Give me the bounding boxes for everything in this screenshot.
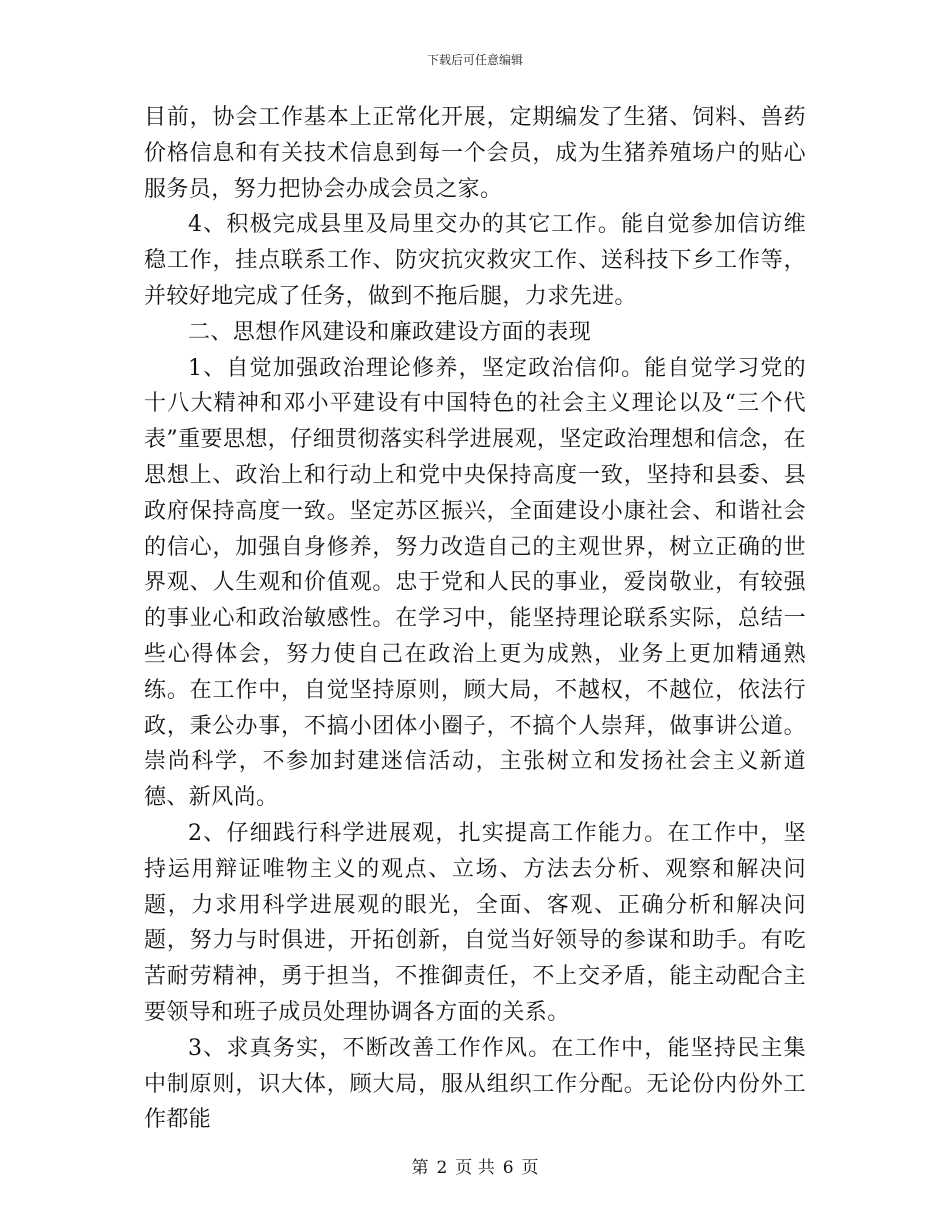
paragraph-item-1: 1、自觉加强政治理论修养，坚定政治信仰。能自觉学习党的十八大精神和邓小平建设有中国特色的社会主义理论以及“三个代表”重要思想，仔细贯彻落实科学进展观，坚定政治理想和信念，在思想上、政治上和行动上和党中央保持高度一致，坚持和县委、县政府保持高度一致。坚定苏区振兴，全面建设小康社会、和谐社会的信心，加强自身修养，努力改造自己的主观世界，树立正确的世界观、人生观和价值观。忠于党和人民的事业，爱岗敬业，有较强的事业心和政治敏感性。在学习中，能坚持理论联系实际，总结一些心得体会，努力使自己在政治上更为成熟，业务上更加精通熟练。在工作中，自觉坚持原则，顾大局，不越权，不越位，依法行政，秉公办事，不搞小团体小圈子，不搞个人崇拜，做事讲公道。崇尚科学，不参加封建迷信活动，主张树立和发扬社会主义新道德、新风尚。 [144,355,806,811]
paragraph-item-4: 4、积极完成县里及局里交办的其它工作。能自觉参加信访维稳工作，挂点联系工作、防灾抗灾救灾工作、送科技下乡工作等，并较好地完成了任务，做到不拖后腿，力求先进。 [144,212,806,309]
total-pages-number: 6 [502,1158,514,1178]
current-page-number: 2 [436,1158,448,1178]
page-header: 下载后可任意编辑 [426,53,523,67]
footer-suffix: 页 [521,1158,539,1178]
paragraph-item-3: 3、求真务实，不断改善工作作风。在工作中，能坚持民主集中制原则，识大体，顾大局，服从组织工作分配。无论份内份外工作都能 [144,1035,806,1133]
footer-middle: 页 共 [455,1158,495,1178]
paragraph-continuation: 目前，协会工作基本上正常化开展，定期编发了生猪、饲料、兽药价格信息和有关技术信息到每一个会员，成为生猪养殖场户的贴心服务员，努力把协会办成会员之家。 [144,105,806,202]
page-footer [0,1157,950,1179]
document-body [144,100,806,1138]
paragraph-item-2: 2、仔细践行科学进展观，扎实提高工作能力。在工作中，坚持运用辩证唯物主义的观点、立场、方法去分析、观察和解决问题，力求用科学进展观的眼光，全面、客观、正确分析和解决问题，努力与时俱进，开拓创新，自觉当好领导的参谋和助手。有吃苦耐劳精神，勇于担当，不推御责任，不上交矛盾，能主动配合主要领导和班子成员处理协调各方面的关系。 [144,820,806,1025]
footer-prefix: 第 [411,1158,429,1178]
section-heading: 二、思想作风建设和廉政建设方面的表现 [188,319,592,345]
